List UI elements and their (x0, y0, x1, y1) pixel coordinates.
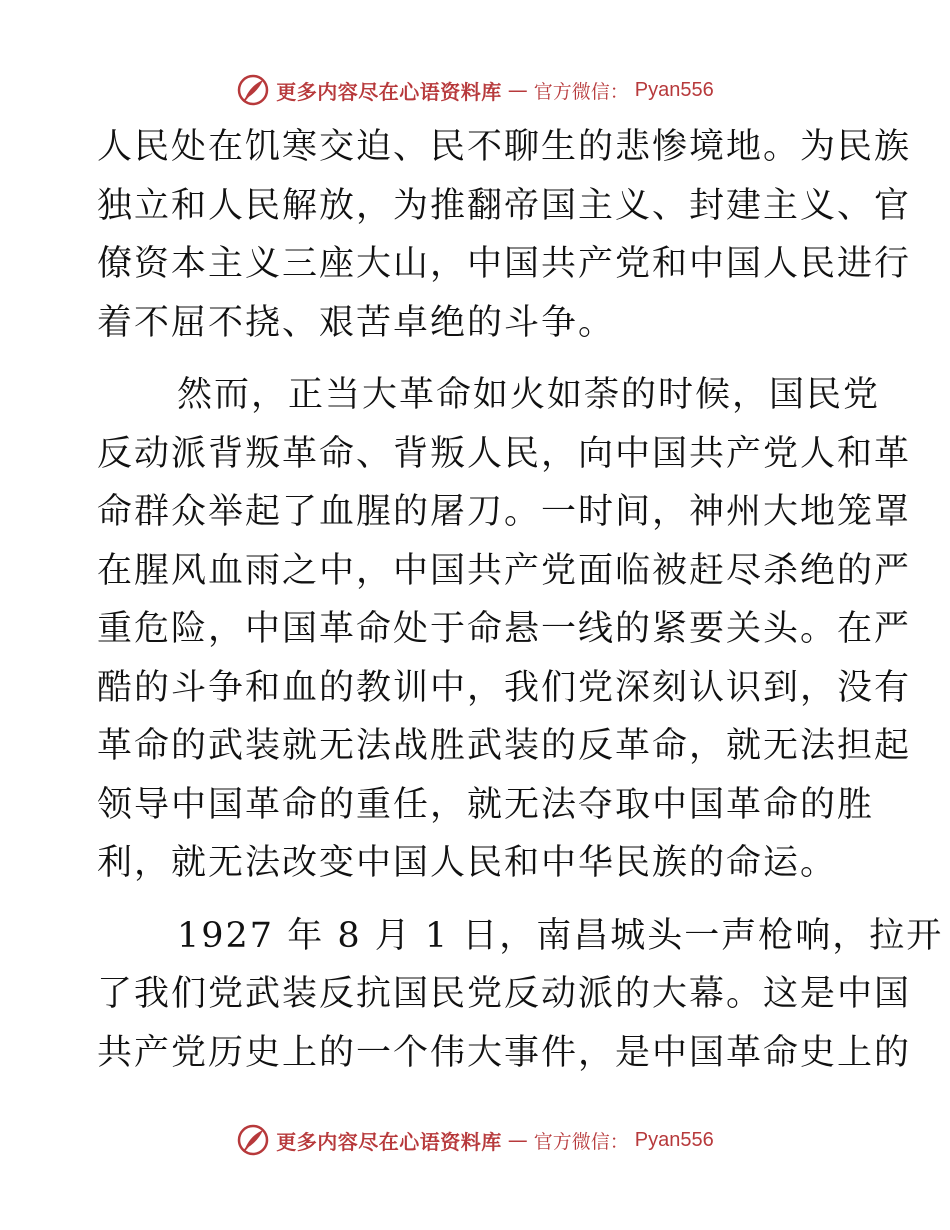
text-line: 酷的斗争和血的教训中，我们党深刻认识到，没有 (97, 667, 912, 708)
paragraph-gap (97, 352, 857, 366)
header-watermark (0, 70, 950, 110)
text-line: 重危险，中国革命处于命悬一线的紧要关头。在严 (97, 609, 912, 649)
text-line: 人民处在饥寒交迫、民不聊生的悲惨境地。为民族 (97, 127, 912, 167)
watermark-separator: — (507, 78, 528, 102)
text-line: 了我们党武装反抗国民党反动派的大幕。这是中国 (97, 974, 912, 1014)
watermark-wechat-id: Pyan556 (634, 1128, 714, 1151)
text-line: 独立和人民解放，为推翻帝国主义、封建主义、官 (97, 185, 912, 226)
watermark-brand-text: 更多内容尽在心语资料库 (276, 79, 502, 104)
watermark-wechat-label: 官方微信： (533, 80, 629, 103)
paragraph-3 (97, 907, 944, 1083)
text-line: 反动派背叛革命、背叛人民，向中国共产党人和革 (97, 433, 912, 474)
text-line: 僚资本主义三座大山，中国共产党和中国人民进行 (97, 244, 912, 284)
document-body (97, 118, 944, 1082)
text-line: 在腥风血雨之中，中国共产党面临被赶尽杀绝的严 (97, 550, 912, 591)
text-line: 革命的武装就无法战胜武装的反革命，就无法担起 (97, 726, 912, 766)
paragraph-gap (97, 893, 857, 907)
feather-pen-logo-icon (236, 73, 270, 107)
watermark-brand-text: 更多内容尽在心语资料库 (276, 1129, 502, 1154)
text-line: 领导中国革命的重任，就无法夺取中国革命的胜 (97, 784, 875, 825)
watermark-separator: — (507, 1128, 528, 1152)
text-line: 利，就无法改变中国人民和中华民族的命运。 (97, 843, 838, 883)
paragraph-2 (97, 366, 912, 893)
footer-watermark (0, 1120, 950, 1160)
paragraph-1 (97, 118, 912, 352)
text-line: 命群众举起了血腥的屠刀。一时间，神州大地笼罩 (97, 492, 912, 532)
watermark-wechat-id: Pyan556 (634, 78, 714, 101)
feather-pen-logo-icon (236, 1123, 270, 1157)
watermark-wechat-label: 官方微信： (533, 1130, 629, 1153)
text-line: 然而，正当大革命如火如荼的时候，国民党 (177, 375, 881, 415)
text-line: 着不屈不挠、艰苦卓绝的斗争。 (97, 302, 616, 343)
text-line: 1927 年 8 月 1 日，南昌城头一声枪响，拉开 (177, 915, 944, 956)
text-line: 共产党历史上的一个伟大事件，是中国革命史上的 (97, 1032, 912, 1073)
